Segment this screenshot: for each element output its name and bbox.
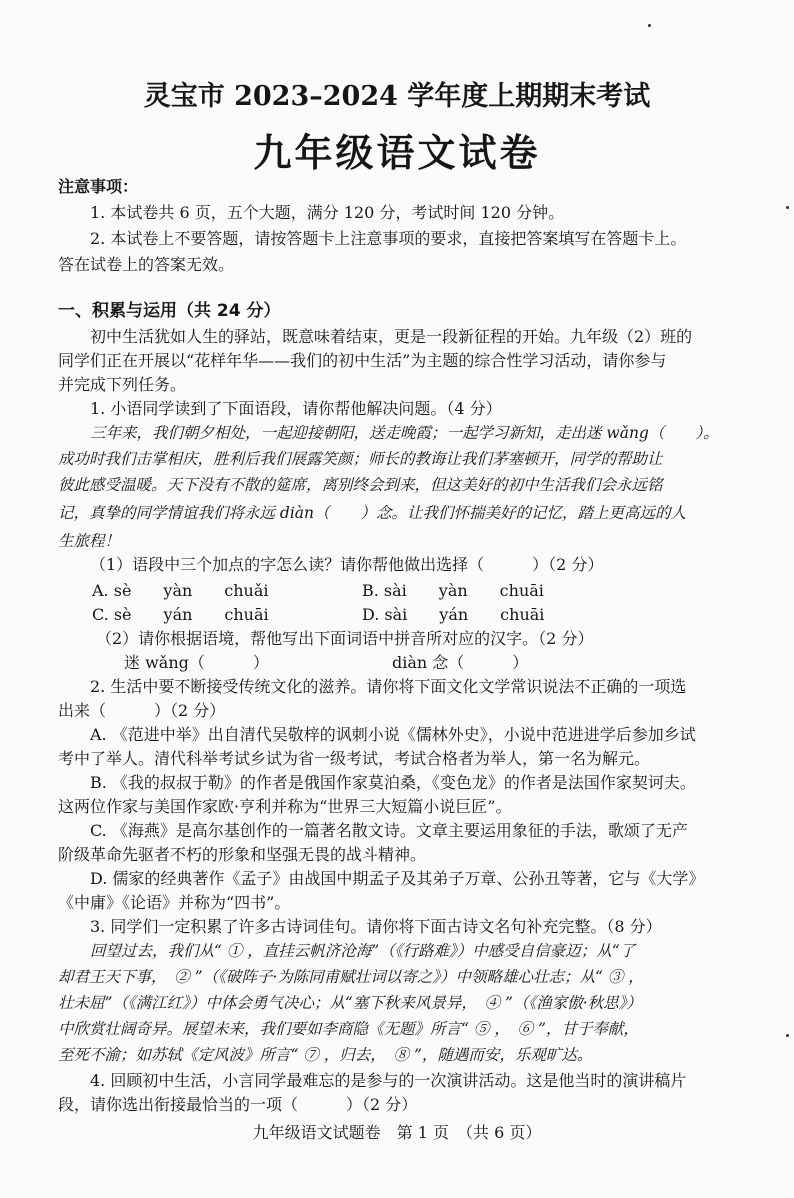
poem-line: 回望过去，我们从“ ① ，直挂云帆济沧海”（《行路难》）中感受自信豪迈；从“了 <box>90 942 636 960</box>
speck-mark <box>786 1034 789 1037</box>
passage-line: 三年来，我们朝夕相处，一起迎接朝阳，送走晚霞；一起学习新知，走出迷 wǎng（ ）。 <box>90 424 719 442</box>
poem-line: 却君王天下事， ② ”（《破阵子·为陈同甫赋壮词以寄之》）中领略雄心壮志；从“ ③ ， <box>58 968 644 986</box>
option-d: D. sài yán chuāi <box>362 605 545 624</box>
notice-item-2-cont: 答在试卷上的答案无效。 <box>58 255 235 274</box>
poem-line: 中欣赏壮阔奇异。展望未来，我们要如李商隐《无题》所言“ ⑤ ， ⑥ ”，甘于奉献， <box>58 1020 639 1038</box>
option-a: A. sè yàn chuǎi <box>92 581 269 600</box>
question-2-option-a-cont: 考中了举人。清代科举考试乡试为省一级考试，考试合格者为举人，第一名为解元。 <box>58 749 651 768</box>
question-4-cont: 段，请你选出衔接最恰当的一项（ ）（2 分） <box>58 1095 418 1114</box>
speck-mark <box>648 24 651 27</box>
question-2-cont: 出来（ ）（2 分） <box>58 701 226 720</box>
passage-line: 记，真挚的同学情谊我们将永远 diàn（ ）念。让我们怀揣美好的记忆，踏上更高远的人 <box>58 504 687 522</box>
question-1-1: （1）语段中三个加点的字怎么读？请你帮他做出选择（ ）（2 分） <box>90 555 604 574</box>
question-4: 4. 回顾初中生活，小言同学最难忘的是参与的一次演讲活动。这是他当时的演讲稿片 <box>90 1071 687 1090</box>
poem-line: 壮未屈”（《满江红》）中体会勇气决心；从“塞下秋来风景异， ④ ”（《渔家傲·秋思》） <box>58 994 642 1012</box>
question-2-option-c: C. 《海燕》是高尔基创作的一篇著名散文诗。文章主要运用象征的手法，歌颂了无产 <box>90 821 688 840</box>
notice-heading: 注意事项： <box>58 177 139 196</box>
exam-title: 灵宝市 2023–2024 学年度上期期末考试 <box>143 81 651 112</box>
section-heading: 一、积累与运用（共 24 分） <box>58 301 281 321</box>
notice-item-1: 1. 本试卷共 6 页，五个大题，满分 120 分，考试时间 120 分钟。 <box>90 203 565 222</box>
question-2-option-d: D. 儒家的经典著作《孟子》由战国中期孟子及其弟子万章、公孙丑等著，它与《大学》 <box>90 869 705 888</box>
question-2-option-c-cont: 阶级革命先驱者不朽的形象和坚强无畏的战斗精神。 <box>58 845 427 864</box>
passage-line: 彼此感受温暖。天下没有不散的筵席，离别终会到来，但这美好的初中生活我们会永远铭 <box>58 476 663 494</box>
question-1: 1. 小语同学读到了下面语段，请你帮他解决问题。（4 分） <box>90 399 502 418</box>
question-2-option-d-cont: 《中庸》《论语》并称为“四书”。 <box>58 893 291 912</box>
intro-line: 并完成下列任务。 <box>58 375 187 394</box>
question-1-2-blank-b: diàn 念（ ） <box>392 653 529 672</box>
passage-line: 生旅程！ <box>58 532 121 550</box>
question-1-2-blank-a: 迷 wǎng（ ） <box>124 653 269 672</box>
exam-subtitle: 九年级语文试卷 <box>253 131 541 175</box>
option-c: C. sè yán chuāi <box>92 605 269 624</box>
notice-item-2: 2. 本试卷上不要答题，请按答题卡上注意事项的要求，直接把答案填写在答题卡上。 <box>90 229 687 248</box>
poem-line: 至死不渝；如苏轼《定风波》所言“ ⑦ ，归去， ⑧ ”，随遇而安，乐观旷达。 <box>58 1046 593 1064</box>
question-2-option-b: B. 《我的叔叔于勒》的作者是俄国作家莫泊桑，《变色龙》的作者是法国作家契诃夫。 <box>90 773 696 792</box>
page-footer: 九年级语文试题卷 第 1 页 （共 6 页） <box>252 1123 542 1142</box>
question-2-option-b-cont: 这两位作家与美国作家欧·亨利并称为“世界三大短篇小说巨匠”。 <box>58 797 512 816</box>
passage-line: 成功时我们击掌相庆，胜利后我们展露笑颜；师长的教诲让我们茅塞顿开，同学的帮助让 <box>58 450 663 468</box>
speck-mark <box>786 206 789 209</box>
intro-line: 同学们正在开展以“花样年华——我们的初中生活”为主题的综合性学习活动，请你参与 <box>58 351 667 370</box>
question-2-option-a: A. 《范进中举》出自清代吴敬梓的讽刺小说《儒林外史》，小说中范进进学后参加乡试 <box>90 725 696 744</box>
question-1-2: （2）请你根据语境，帮他写出下面词语中拼音所对应的汉字。（2 分） <box>96 629 594 648</box>
intro-line: 初中生活犹如人生的驿站，既意味着结束，更是一段新征程的开始。九年级（2）班的 <box>90 327 693 346</box>
question-3: 3. 同学们一定积累了许多古诗词佳句。请你将下面古诗文名句补充完整。（8 分） <box>90 917 662 936</box>
question-2: 2. 生活中要不断接受传统文化的滋养。请你将下面文化文学常识说法不正确的一项选 <box>90 677 687 696</box>
option-b: B. sài yàn chuāi <box>362 581 544 600</box>
